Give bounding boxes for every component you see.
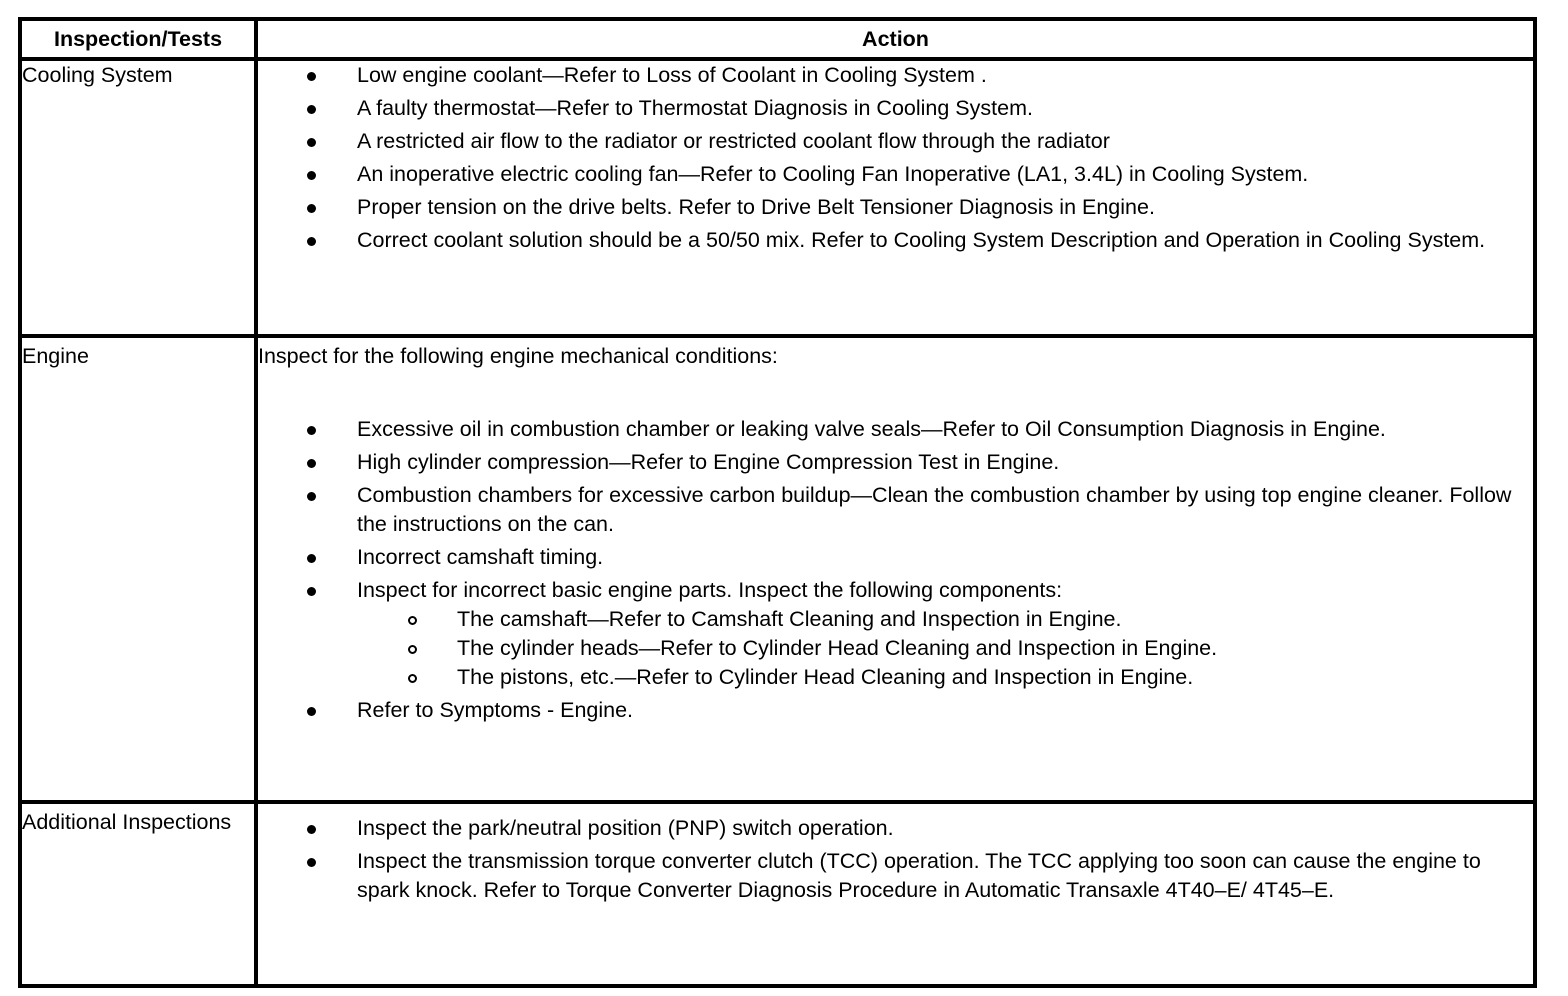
list-item (258, 543, 1533, 572)
bullet-icon (307, 858, 316, 867)
bullet-icon (307, 171, 316, 180)
list-item (258, 226, 1533, 255)
row-label: Cooling System (20, 59, 256, 336)
intro-text: Inspect for the following engine mechanical conditions: (258, 344, 778, 368)
list-item (258, 576, 1533, 692)
list-item (258, 127, 1533, 156)
bullet-list (258, 415, 1533, 725)
diagnosis-table (18, 17, 1537, 988)
action-cell (256, 802, 1535, 986)
list-item (258, 160, 1533, 189)
list-item-text: Proper tension on the drive belts. Refer to Drive Belt Tensioner Diagnosis in Engine. (357, 195, 1155, 219)
row-label: Engine (20, 336, 256, 802)
sub-list-item-text: The camshaft—Refer to Camshaft Cleaning and Inspection in Engine. (457, 607, 1122, 631)
list-item (258, 193, 1533, 222)
header-inspection-tests: Inspection/Tests (20, 19, 256, 59)
row-label: Additional Inspections (20, 802, 256, 986)
sub-list-item-text: The pistons, etc.—Refer to Cylinder Head Cleaning and Inspection in Engine. (457, 665, 1194, 689)
bullet-icon (307, 554, 316, 563)
list-item-text: An inoperative electric cooling fan—Refer to Cooling Fan Inoperative (LA1, 3.4L) in Cooling System. (357, 162, 1309, 186)
bullet-icon (307, 204, 316, 213)
list-item-text: A restricted air flow to the radiator or restricted coolant flow through the radiator (357, 129, 1110, 153)
list-item-text: Inspect the transmission torque converter clutch (TCC) operation. The TCC applying too soon can cause the engine to spark knock. Refer to Torque Converter Diagnosis Procedure in Automatic Transaxle 4T40–E/ 4T45–E. (357, 849, 1481, 902)
bullet-icon (307, 587, 316, 596)
circle-bullet-icon (408, 616, 417, 625)
circle-bullet-icon (408, 674, 417, 683)
bullet-icon (307, 492, 316, 501)
list-item (258, 61, 1533, 90)
action-cell (256, 336, 1535, 802)
list-item-text: A faulty thermostat—Refer to Thermostat Diagnosis in Cooling System. (357, 96, 1033, 120)
list-item-text: Inspect the park/neutral position (PNP) switch operation. (357, 816, 894, 840)
list-item-text: Refer to Symptoms - Engine. (357, 698, 634, 722)
list-item (258, 696, 1533, 725)
bullet-list (258, 61, 1533, 255)
sub-list-item-text: The cylinder heads—Refer to Cylinder Head Cleaning and Inspection in Engine. (457, 636, 1218, 660)
list-item-text: High cylinder compression—Refer to Engine Compression Test in Engine. (357, 450, 1060, 474)
list-item (258, 415, 1533, 444)
sub-list-item (357, 634, 1533, 663)
bullet-icon (307, 237, 316, 246)
sub-list-item (357, 605, 1533, 634)
header-action: Action (256, 19, 1535, 59)
list-item (258, 94, 1533, 123)
sub-list (357, 605, 1533, 692)
list-item-text: Inspect for incorrect basic engine parts. Inspect the following components: (357, 578, 1063, 602)
table-row (20, 59, 1535, 336)
table-row (20, 336, 1535, 802)
bullet-icon (307, 105, 316, 114)
bullet-icon (307, 707, 316, 716)
list-item (258, 814, 1533, 843)
bullet-icon (307, 72, 316, 81)
list-item (258, 481, 1533, 539)
circle-bullet-icon (408, 645, 417, 654)
bullet-icon (307, 459, 316, 468)
list-item-text: Correct coolant solution should be a 50/50 mix. Refer to Cooling System Description and Operation in Cooling System. (357, 228, 1486, 252)
sub-list-item (357, 663, 1533, 692)
bullet-icon (307, 138, 316, 147)
table-row (20, 802, 1535, 986)
list-item (258, 847, 1533, 905)
list-item-text: Low engine coolant—Refer to Loss of Coolant in Cooling System . (357, 63, 987, 87)
bullet-list (258, 814, 1533, 905)
list-item-text: Combustion chambers for excessive carbon buildup—Clean the combustion chamber by using top engine cleaner. Follow the instructions on the can. (357, 483, 1512, 536)
bullet-icon (307, 426, 316, 435)
header-row (20, 19, 1535, 59)
list-item-text: Incorrect camshaft timing. (357, 545, 604, 569)
list-item-text: Excessive oil in combustion chamber or leaking valve seals—Refer to Oil Consumption Diagnosis in Engine. (357, 417, 1386, 441)
list-item (258, 448, 1533, 477)
bullet-icon (307, 825, 316, 834)
action-cell (256, 59, 1535, 336)
